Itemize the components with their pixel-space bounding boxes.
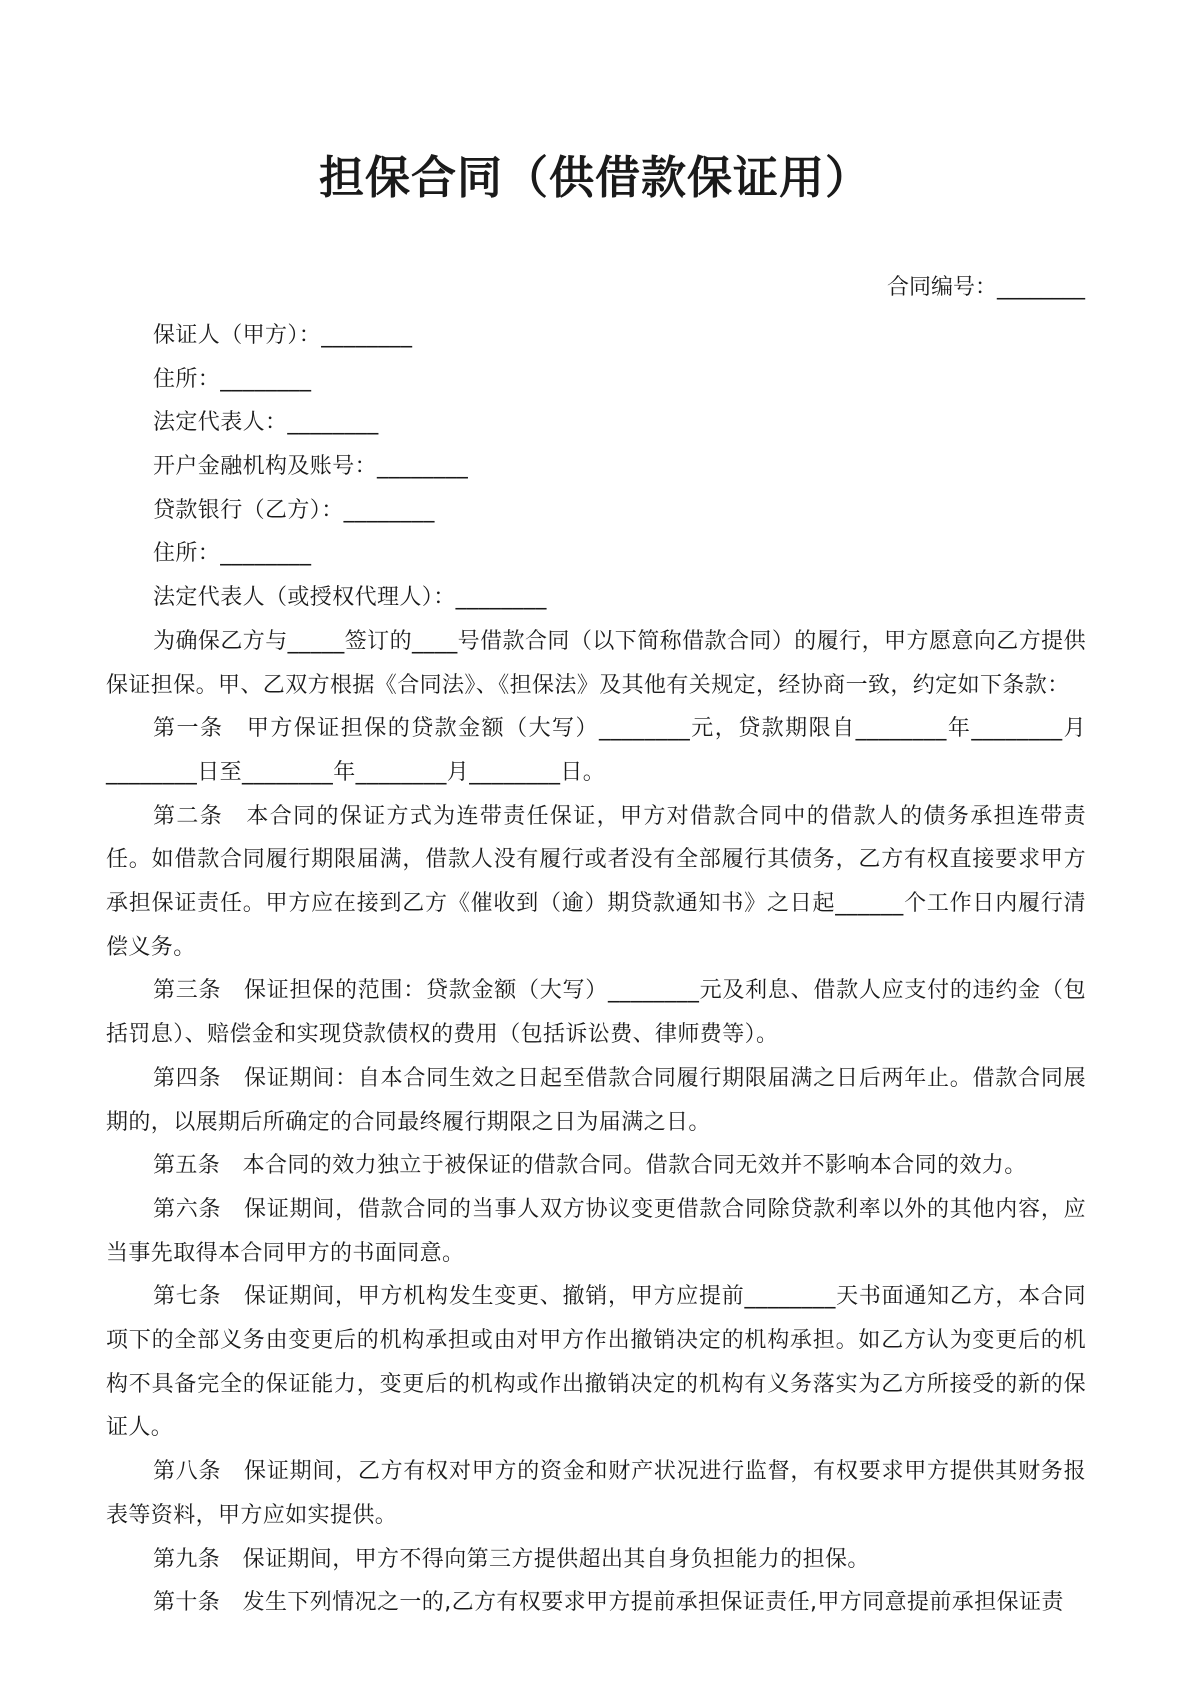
lender-bank-line: 贷款银行（乙方）：________ bbox=[153, 497, 435, 523]
article-9: 第九条 保证期间，甲方不得向第三方提供超出其自身负担能力的担保。 bbox=[153, 1546, 870, 1572]
guarantor-address-line: 住所：________ bbox=[153, 366, 312, 392]
lender-address-line: 住所：________ bbox=[153, 541, 312, 567]
guarantor-bank-account-line: 开户金融机构及账号：________ bbox=[153, 454, 469, 480]
guarantor-legal-rep-line: 法定代表人：________ bbox=[153, 410, 379, 436]
article-3: 第三条 保证担保的范围：贷款金额（大写）________元及利息、借款人应支付的违约金（包括罚息）、赔偿金和实现贷款债权的费用（包括诉讼费、律师费等）。 bbox=[106, 978, 1086, 1048]
contract-number: 合同编号：________ bbox=[886, 275, 1085, 300]
article-10: 第十条 发生下列情况之一的,乙方有权要求甲方提前承担保证责任,甲方同意提前承担保证责 bbox=[153, 1590, 1064, 1616]
preamble-paragraph: 为确保乙方与_____签订的____号借款合同（以下简称借款合同）的履行，甲方愿意向乙方提供保证担保。甲、乙双方根据《合同法》、《担保法》及其他有关规定，经协商一致，约定如下条款： bbox=[106, 628, 1086, 698]
article-1: 第一条 甲方保证担保的贷款金额（大写）________元，贷款期限自________年________月________日至________年________月________日。 bbox=[106, 716, 1086, 785]
lender-legal-rep-line: 法定代表人（或授权代理人）：________ bbox=[153, 585, 547, 611]
contract-body bbox=[106, 314, 1086, 1625]
article-4: 第四条 保证期间：自本合同生效之日起至借款合同履行期限届满之日后两年止。借款合同展期的，以展期后所确定的合同最终履行期限之日为届满之日。 bbox=[106, 1065, 1086, 1135]
article-7: 第七条 保证期间，甲方机构发生变更、撤销，甲方应提前________天书面通知乙方，本合同项下的全部义务由变更后的机构承担或由对甲方作出撤销决定的机构承担。如乙方认为变更后的机构不具备完全的保证能力，变更后的机构或作出撤销决定的机构有义务落实为乙方所接受的新的保证人。 bbox=[106, 1284, 1086, 1441]
guarantor-line: 保证人（甲方）：________ bbox=[153, 323, 413, 348]
article-8: 第八条 保证期间，乙方有权对甲方的资金和财产状况进行监督，有权要求甲方提供其财务报表等资料，甲方应如实提供。 bbox=[106, 1459, 1086, 1528]
document-title: 担保合同（供借款保证用） bbox=[318, 151, 871, 204]
article-2: 第二条 本合同的保证方式为连带责任保证，甲方对借款合同中的借款人的债务承担连带责任。如借款合同履行期限届满，借款人没有履行或者没有全部履行其债务，乙方有权直接要求甲方承担保证责任。甲方应在接到乙方《催收到（逾）期贷款通知书》之日起______个工作日内履行清偿义务。 bbox=[106, 803, 1086, 960]
article-5: 第五条 本合同的效力独立于被保证的借款合同。借款合同无效并不影响本合同的效力。 bbox=[153, 1153, 1027, 1179]
article-6: 第六条 保证期间，借款合同的当事人双方协议变更借款合同除贷款利率以外的其他内容，应当事先取得本合同甲方的书面同意。 bbox=[106, 1196, 1086, 1266]
